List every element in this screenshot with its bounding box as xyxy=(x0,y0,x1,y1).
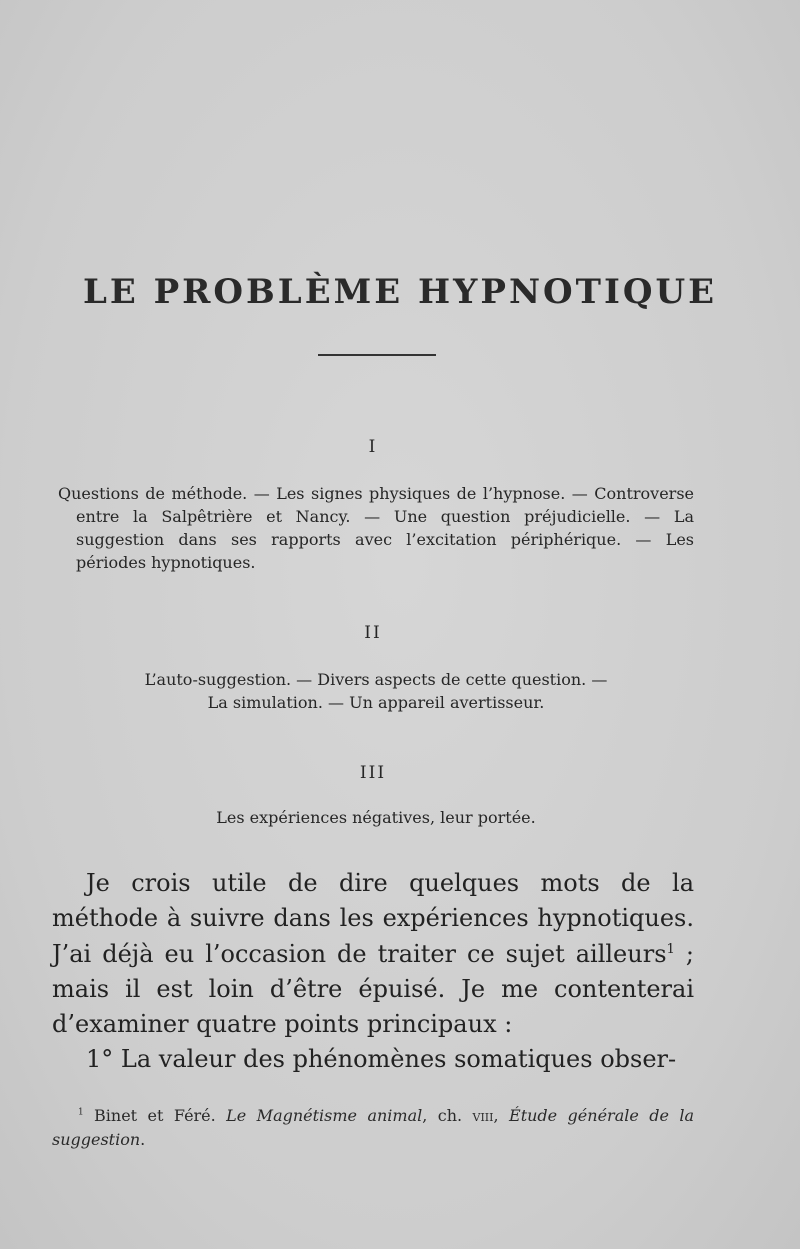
body-paragraph-1-end: ; mais il est loin d’être épuisé. Je me contenterai d’examiner quatre points principaux : xyxy=(52,939,694,1039)
section-summary-1-text: Questions de méthode. — Les signes physiques de l’hypnose. — Controverse entre la Salpêtrière et Nancy. — Une question préjudicielle. — La suggestion dans ses rapports avec l’excitation périphérique. — Les périodes hypnotiques. xyxy=(58,484,694,572)
footnote-work: Le Magnétisme animal xyxy=(226,1106,423,1125)
footnote-end: . xyxy=(140,1130,146,1149)
footnote xyxy=(52,1104,694,1152)
section-summary-3: Les expériences négatives, leur portée. xyxy=(216,808,536,827)
title-rule xyxy=(318,354,436,356)
footnote-chapter: viii xyxy=(472,1106,494,1125)
section-summary-1 xyxy=(58,482,694,574)
chapter-title: LE PROBLÈME HYPNOTIQUE xyxy=(82,272,718,312)
footnote-chapter-prefix: , ch. xyxy=(422,1106,473,1125)
section-summary-2-line-1: L’auto-suggestion. — Divers aspects de cette question. — xyxy=(144,670,608,689)
section-summary-2-line-2: La simulation. — Un appareil avertisseur. xyxy=(207,693,545,712)
footnote-reference: 1 xyxy=(666,941,675,957)
section-summary-2 xyxy=(58,668,694,714)
body-text xyxy=(52,866,694,1078)
footnote-text xyxy=(52,1104,694,1152)
footnote-authors: Binet et Féré. xyxy=(83,1106,227,1125)
body-paragraph-1-start: Je crois utile de dire quelques mots de la méthode à suivre dans les expériences hypnotiques. J’ai déjà eu l’occasion de traiter ce sujet ailleurs xyxy=(52,869,694,968)
footnote-section: Étude générale de la suggestion xyxy=(52,1106,695,1149)
body-paragraph-2: 1° La valeur des phénomènes somatiques obser- xyxy=(86,1045,677,1074)
footnote-separator: , xyxy=(493,1106,510,1125)
section-numeral-3: III xyxy=(359,763,387,783)
section-numeral-1: I xyxy=(368,437,378,457)
section-numeral-2: II xyxy=(364,623,382,643)
body-paragraph-1 xyxy=(52,866,694,1042)
footnote-marker: 1 xyxy=(78,1107,84,1118)
